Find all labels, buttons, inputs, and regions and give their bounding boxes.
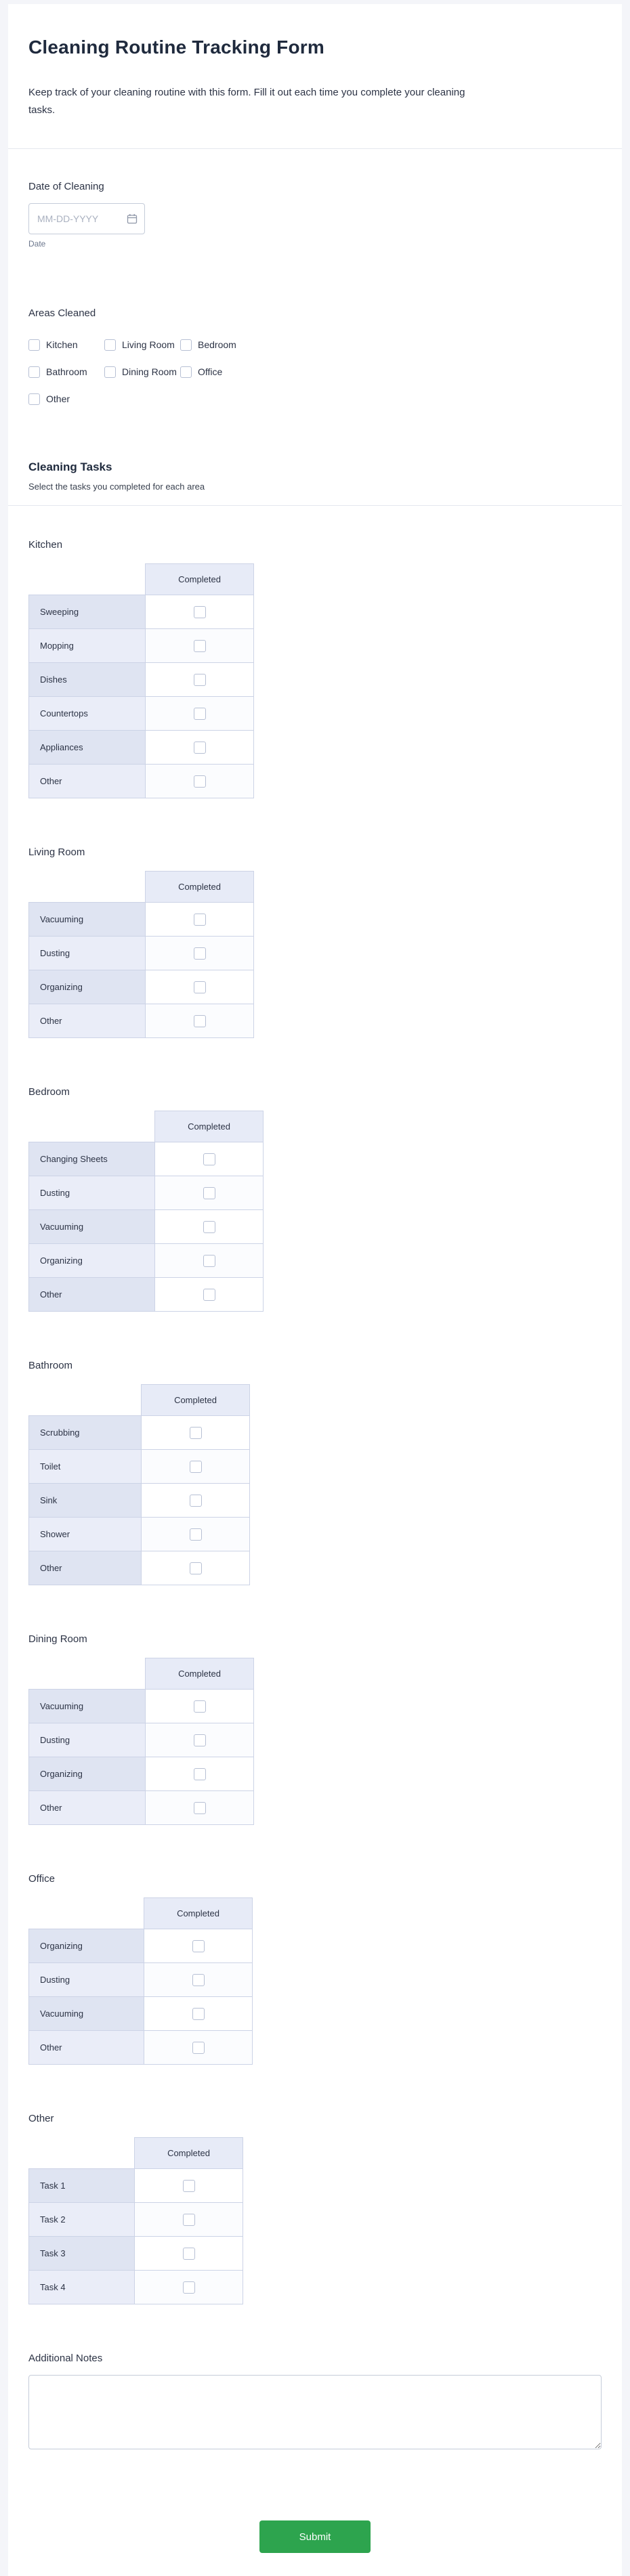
matrix-section-living-room [28, 846, 602, 1038]
matrix-checkbox[interactable] [203, 1289, 215, 1301]
matrix-column-header: Completed [146, 1658, 254, 1690]
matrix-row [29, 765, 254, 798]
matrix-row-label: Shower [29, 1518, 142, 1551]
matrix-row-label: Dusting [29, 1176, 155, 1210]
area-checkbox[interactable] [28, 366, 40, 378]
matrix-cell[interactable] [142, 1416, 250, 1450]
matrix-checkbox[interactable] [190, 1528, 202, 1541]
matrix-cell[interactable] [144, 1929, 253, 1963]
matrix-row-label: Task 1 [29, 2169, 135, 2203]
matrix-row [29, 1210, 264, 1244]
matrix-cell[interactable] [146, 697, 254, 731]
matrix-cell[interactable] [146, 731, 254, 765]
notes-label: Additional Notes [28, 2353, 103, 2364]
matrix-row-label: Other [29, 1791, 146, 1825]
matrix-row [29, 1929, 253, 1963]
matrix-row [29, 2031, 253, 2065]
matrix-checkbox[interactable] [203, 1187, 215, 1199]
matrix-cell[interactable] [142, 1450, 250, 1484]
matrix-row-label: Other [29, 1004, 146, 1038]
area-option-label: Bathroom [46, 366, 87, 377]
matrix-row [29, 1450, 250, 1484]
matrix-row [29, 595, 254, 629]
matrix-corner-cell [29, 564, 146, 595]
matrix-cell[interactable] [146, 629, 254, 663]
matrix-row [29, 697, 254, 731]
submit-row [8, 2520, 622, 2553]
matrix-section-bathroom [28, 1359, 602, 1585]
area-option-bathroom[interactable] [28, 366, 104, 378]
matrix-row [29, 1142, 264, 1176]
matrix-table [28, 871, 254, 1038]
matrix-row [29, 2271, 243, 2304]
matrix-cell[interactable] [155, 1142, 264, 1176]
matrix-section-title: Office [28, 1873, 55, 1885]
matrix-cell[interactable] [144, 1963, 253, 1997]
matrix-checkbox[interactable] [183, 2180, 195, 2192]
matrix-row-label: Changing Sheets [29, 1142, 155, 1176]
matrix-cell[interactable] [135, 2271, 243, 2304]
matrix-row-label: Dusting [29, 1963, 144, 1997]
matrix-row-label: Other [29, 765, 146, 798]
matrix-column-header: Completed [155, 1111, 264, 1142]
matrix-row-label: Countertops [29, 697, 146, 731]
area-checkbox[interactable] [180, 339, 192, 351]
matrix-row-label: Sweeping [29, 595, 146, 629]
matrix-section-other [28, 2112, 602, 2304]
matrix-row [29, 731, 254, 765]
area-option-kitchen[interactable] [28, 339, 104, 351]
matrix-checkbox[interactable] [194, 914, 206, 926]
matrix-cell[interactable] [155, 1210, 264, 1244]
area-option-dining-room[interactable] [104, 366, 180, 378]
matrix-row [29, 1518, 250, 1551]
matrix-cell[interactable] [146, 595, 254, 629]
matrix-table [28, 2137, 243, 2304]
matrix-cell[interactable] [142, 1551, 250, 1585]
matrix-row [29, 1791, 254, 1825]
matrix-checkbox[interactable] [194, 947, 206, 960]
matrix-cell[interactable] [146, 1757, 254, 1791]
matrix-cell[interactable] [146, 663, 254, 697]
matrix-column-header: Completed [144, 1898, 253, 1929]
matrix-row [29, 1004, 254, 1038]
matrix-checkbox[interactable] [194, 742, 206, 754]
matrix-row-label: Dusting [29, 937, 146, 970]
matrix-section-title: Living Room [28, 846, 85, 858]
matrix-column-header: Completed [142, 1385, 250, 1416]
matrix-cell[interactable] [146, 1690, 254, 1723]
matrix-checkbox[interactable] [194, 775, 206, 788]
area-option-label: Living Room [122, 339, 175, 350]
section-divider [8, 148, 622, 149]
matrix-row-label: Organizing [29, 970, 146, 1004]
matrix-checkbox[interactable] [194, 708, 206, 720]
matrix-row-label: Dusting [29, 1723, 146, 1757]
matrix-row [29, 903, 254, 937]
matrix-row-label: Scrubbing [29, 1416, 142, 1450]
matrix-cell[interactable] [135, 2169, 243, 2203]
matrix-row [29, 1690, 254, 1723]
matrix-row [29, 1997, 253, 2031]
matrix-row-label: Other [29, 1551, 142, 1585]
matrix-row-label: Organizing [29, 1757, 146, 1791]
matrix-checkbox[interactable] [190, 1461, 202, 1473]
matrix-checkbox[interactable] [194, 1802, 206, 1814]
area-option-label: Office [198, 366, 223, 377]
area-checkbox[interactable] [104, 366, 116, 378]
matrix-corner-cell [29, 1385, 142, 1416]
matrix-corner-cell [29, 2138, 135, 2169]
area-option-living-room[interactable] [104, 339, 180, 351]
area-checkbox[interactable] [180, 366, 192, 378]
matrix-checkbox[interactable] [194, 606, 206, 618]
matrix-cell[interactable] [155, 1176, 264, 1210]
matrix-row-label: Task 2 [29, 2203, 135, 2237]
date-field-label: Date of Cleaning [28, 181, 104, 192]
matrix-cell[interactable] [144, 1997, 253, 2031]
matrix-section-title: Bedroom [28, 1086, 70, 1098]
question-date-of-cleaning [28, 180, 602, 249]
matrix-row [29, 663, 254, 697]
matrix-section-kitchen [28, 538, 602, 798]
matrix-section-bedroom [28, 1086, 602, 1312]
matrix-row [29, 629, 254, 663]
area-checkbox[interactable] [28, 339, 40, 351]
matrix-row [29, 1757, 254, 1791]
question-additional-notes [28, 2352, 602, 2453]
matrix-checkbox[interactable] [203, 1221, 215, 1233]
matrix-row-label: Task 3 [29, 2237, 135, 2271]
matrix-cell[interactable] [142, 1518, 250, 1551]
matrix-checkbox[interactable] [203, 1153, 215, 1165]
matrix-section-title: Kitchen [28, 539, 63, 551]
area-option-label: Dining Room [122, 366, 177, 377]
form-card [8, 4, 622, 2576]
matrix-table [28, 1897, 253, 2065]
matrix-table [28, 563, 254, 798]
matrix-section-office [28, 1872, 602, 2065]
matrix-column-header: Completed [146, 872, 254, 903]
matrix-row [29, 2203, 243, 2237]
cleaning-tasks-header [28, 460, 602, 493]
matrix-row [29, 1244, 264, 1278]
matrix-checkbox[interactable] [194, 1734, 206, 1746]
area-option-bedroom[interactable] [180, 339, 275, 351]
matrix-cell[interactable] [146, 937, 254, 970]
area-option-other[interactable] [28, 393, 104, 405]
matrix-row-label: Other [29, 2031, 144, 2065]
matrix-row-label: Dishes [29, 663, 146, 697]
matrix-checkbox[interactable] [194, 640, 206, 652]
date-input-wrapper[interactable] [28, 203, 145, 234]
matrix-cell[interactable] [144, 2031, 253, 2065]
matrix-row-label: Vacuuming [29, 1210, 155, 1244]
matrix-checkbox[interactable] [192, 1974, 205, 1986]
section-divider [8, 505, 622, 506]
additional-notes-textarea[interactable] [28, 2375, 602, 2449]
matrix-row [29, 1416, 250, 1450]
matrix-cell[interactable] [155, 1244, 264, 1278]
matrix-row [29, 1176, 264, 1210]
area-option-office[interactable] [180, 366, 275, 378]
matrix-row-label: Other [29, 1278, 155, 1312]
matrix-checkbox[interactable] [194, 674, 206, 686]
question-areas-cleaned [28, 307, 602, 412]
matrix-checkbox[interactable] [192, 2042, 205, 2054]
matrix-row-label: Vacuuming [29, 1997, 144, 2031]
matrix-checkbox[interactable] [190, 1495, 202, 1507]
matrix-row-label: Organizing [29, 1244, 155, 1278]
submit-button[interactable]: Submit [259, 2520, 371, 2553]
matrix-row-label: Task 4 [29, 2271, 135, 2304]
area-option-label: Other [46, 393, 70, 404]
matrix-section-dining-room [28, 1633, 602, 1825]
matrix-row [29, 1723, 254, 1757]
matrix-cell[interactable] [146, 1723, 254, 1757]
matrix-cell[interactable] [146, 1791, 254, 1825]
matrix-row [29, 1963, 253, 1997]
form-subtitle: Keep track of your cleaning routine with this form. Fill it out each time you complete your cleaning tasks. [28, 87, 465, 116]
matrix-row-label: Toilet [29, 1450, 142, 1484]
matrix-section-title: Bathroom [28, 1360, 73, 1371]
matrix-corner-cell [29, 1658, 146, 1690]
matrix-row-label: Appliances [29, 731, 146, 765]
matrix-checkbox[interactable] [192, 1940, 205, 1952]
matrix-row [29, 970, 254, 1004]
area-option-label: Kitchen [46, 339, 78, 350]
matrix-checkbox[interactable] [194, 1768, 206, 1780]
area-option-label: Bedroom [198, 339, 236, 350]
matrix-column-header: Completed [135, 2138, 243, 2169]
matrix-checkbox[interactable] [183, 2281, 195, 2294]
matrix-row-label: Vacuuming [29, 903, 146, 937]
matrix-cell[interactable] [146, 765, 254, 798]
matrix-sections [8, 538, 622, 2304]
matrix-row [29, 1484, 250, 1518]
matrix-cell[interactable] [146, 1004, 254, 1038]
matrix-checkbox[interactable] [183, 2248, 195, 2260]
matrix-row-label: Vacuuming [29, 1690, 146, 1723]
matrix-checkbox[interactable] [194, 1015, 206, 1027]
matrix-row-label: Sink [29, 1484, 142, 1518]
matrix-checkbox[interactable] [194, 981, 206, 993]
matrix-table [28, 1384, 250, 1585]
matrix-cell[interactable] [146, 970, 254, 1004]
matrix-corner-cell [29, 1898, 144, 1929]
matrix-corner-cell [29, 872, 146, 903]
matrix-cell[interactable] [135, 2237, 243, 2271]
matrix-checkbox[interactable] [194, 1700, 206, 1713]
matrix-row [29, 2237, 243, 2271]
calendar-icon[interactable] [127, 213, 138, 224]
matrix-checkbox[interactable] [203, 1255, 215, 1267]
matrix-checkbox[interactable] [183, 2214, 195, 2226]
matrix-section-title: Dining Room [28, 1633, 87, 1645]
matrix-row-label: Mopping [29, 629, 146, 663]
form-title: Cleaning Routine Tracking Form [28, 37, 324, 58]
matrix-checkbox[interactable] [192, 2008, 205, 2020]
matrix-row [29, 1551, 250, 1585]
matrix-row-label: Organizing [29, 1929, 144, 1963]
matrix-checkbox[interactable] [190, 1427, 202, 1439]
matrix-row [29, 2169, 243, 2203]
matrix-row [29, 937, 254, 970]
area-checkbox[interactable] [104, 339, 116, 351]
matrix-column-header: Completed [146, 564, 254, 595]
matrix-table [28, 1111, 264, 1312]
matrix-table [28, 1658, 254, 1825]
matrix-cell[interactable] [135, 2203, 243, 2237]
matrix-corner-cell [29, 1111, 155, 1142]
matrix-cell[interactable] [142, 1484, 250, 1518]
cleaning-tasks-title: Cleaning Tasks [28, 460, 112, 473]
date-field-sublabel: Date [28, 239, 46, 249]
matrix-cell[interactable] [146, 903, 254, 937]
matrix-row [29, 1278, 264, 1312]
areas-label: Areas Cleaned [28, 307, 96, 319]
areas-options-grid [28, 331, 602, 412]
matrix-checkbox[interactable] [190, 1562, 202, 1574]
area-checkbox[interactable] [28, 393, 40, 405]
matrix-cell[interactable] [155, 1278, 264, 1312]
cleaning-tasks-subtitle: Select the tasks you completed for each area [28, 481, 205, 492]
matrix-section-title: Other [28, 2113, 54, 2124]
